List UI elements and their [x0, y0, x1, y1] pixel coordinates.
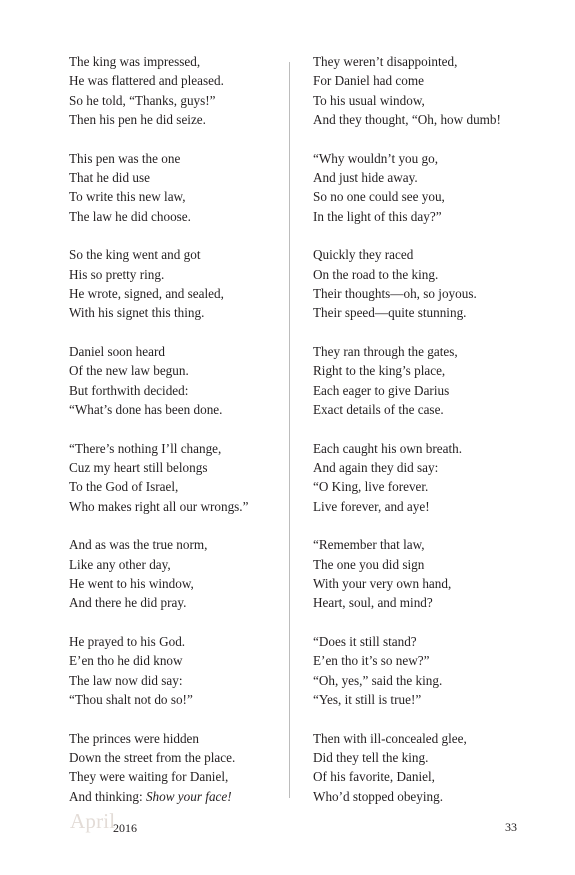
poem-line: [69, 245, 299, 264]
poem-line-text: E’en tho he did know: [69, 653, 183, 669]
poem-line-text: He went to his window,: [69, 576, 194, 592]
poem-line-text: For Daniel had come: [313, 73, 424, 89]
poem-line: [69, 535, 299, 554]
stanza: [313, 729, 543, 806]
page-number: 33: [505, 820, 517, 834]
poem-line: [313, 245, 543, 264]
poem-line-text: “O King, live forever.: [313, 479, 429, 495]
poem-line: [69, 574, 299, 593]
stanza: [313, 245, 543, 322]
poem-line-text: “Yes, it still is true!”: [313, 692, 422, 708]
poem-line-text: Who’d stopped obeying.: [313, 788, 444, 804]
poem-line-text: He was flattered and pleased.: [69, 73, 224, 89]
poem-line-text: On the road to the king.: [313, 266, 439, 282]
stanza: [69, 342, 299, 419]
poem-line-text: They were waiting for Daniel,: [69, 769, 229, 785]
poem-line-text: But forthwith decided:: [69, 382, 189, 398]
stanza: [313, 632, 543, 709]
poem-line: [313, 149, 543, 168]
column-divider: [289, 62, 290, 798]
poem-line: [313, 729, 543, 748]
poem-line-text: The one you did sign: [313, 556, 425, 572]
poem-line-text: The king was impressed,: [69, 54, 201, 69]
poem-line: [313, 187, 543, 206]
stanza: [313, 535, 543, 612]
stanza: [69, 632, 299, 709]
poem-line-text: Of his favorite, Daniel,: [313, 769, 435, 785]
poem-line-text: He prayed to his God.: [69, 634, 186, 650]
poem-line-text: And there he did pray.: [69, 595, 187, 611]
poem-line-text: Their speed—quite stunning.: [313, 305, 467, 321]
poem-line-italic: Show your face!: [145, 788, 232, 804]
poem-line-text: Then his pen he did seize.: [69, 111, 206, 127]
poem-line: [69, 91, 299, 110]
poem-line-text: E’en tho it’s so new?”: [313, 653, 430, 669]
poem-line-text: To write this new law,: [69, 189, 186, 205]
poem-line: [313, 207, 543, 226]
poem-line-text: Like any other day,: [69, 556, 171, 572]
poem-line: [313, 651, 543, 670]
poem-line: [69, 52, 299, 71]
poem-line: [69, 767, 299, 786]
poem-line: [69, 555, 299, 574]
poem-line-text: “What’s done has been done.: [69, 401, 223, 417]
poem-line: [69, 651, 299, 670]
poem-line-text: The law he did choose.: [69, 208, 191, 224]
poem-line-text: To the God of Israel,: [69, 479, 179, 495]
poem-line-text: That he did use: [69, 169, 150, 185]
stanza: [69, 149, 299, 226]
poem-line: [313, 593, 543, 612]
poem-line-text: Who makes right all our wrongs.”: [69, 498, 249, 514]
poem-line: [69, 593, 299, 612]
poem-line: [313, 671, 543, 690]
poem-line: [313, 361, 543, 380]
poem-line: [69, 149, 299, 168]
poem-line: [69, 458, 299, 477]
poem-line: [69, 207, 299, 226]
poem-line-text: Each eager to give Darius: [313, 382, 450, 398]
poem-line-text: His so pretty ring.: [69, 266, 165, 282]
poem-line-text: Of the new law begun.: [69, 363, 189, 379]
poem-line: [313, 439, 543, 458]
poem-line-text: “Does it still stand?: [313, 634, 417, 650]
poem-line-text: So no one could see you,: [313, 189, 445, 205]
poem-line: [313, 458, 543, 477]
poem-line: [313, 690, 543, 709]
poem-line: [69, 400, 299, 419]
poem-line: [69, 671, 299, 690]
poem-line: [69, 110, 299, 129]
stanza: [69, 729, 299, 806]
poem-line: [69, 787, 299, 806]
poem-line: [313, 574, 543, 593]
poem-line: [69, 497, 299, 516]
poem-line: [69, 342, 299, 361]
poem-line: [69, 748, 299, 767]
poem-line-text: Did they tell the king.: [313, 750, 429, 766]
poem-line-text: With your very own hand,: [313, 576, 452, 592]
poem-line: [69, 729, 299, 748]
poem-line: [313, 381, 543, 400]
poem-line-text: And they thought, “Oh, how dumb!: [313, 111, 501, 127]
poem-line-text: Live forever, and aye!: [313, 498, 430, 514]
footer-month: April: [70, 809, 116, 833]
poem-line-text: Heart, soul, and mind?: [313, 595, 433, 611]
poem-line: [69, 265, 299, 284]
poem-line-text: Then with ill-concealed glee,: [313, 730, 467, 746]
poem-right-column: [313, 52, 543, 826]
poem-line-text: He wrote, signed, and sealed,: [69, 285, 224, 301]
poem-line-text: And as was the true norm,: [69, 537, 208, 553]
poem-line-text: With his signet this thing.: [69, 305, 205, 321]
footer-year: 2016: [113, 821, 137, 835]
poem-line-text: “Thou shalt not do so!”: [69, 692, 193, 708]
poem-line-text: Each caught his own breath.: [313, 440, 463, 456]
poem-line-text: So the king went and got: [69, 247, 201, 263]
poem-line-text: “Why wouldn’t you go,: [313, 150, 439, 166]
poem-line: [69, 284, 299, 303]
poem-line: [69, 690, 299, 709]
poem-line-text: The princes were hidden: [69, 730, 199, 746]
poem-left-column: [69, 52, 299, 826]
poem-line: [313, 91, 543, 110]
poem-line: [313, 52, 543, 71]
poem-line: [69, 168, 299, 187]
poem-line-text: Exact details of the case.: [313, 401, 444, 417]
poem-line-text: Daniel soon heard: [69, 344, 165, 360]
poem-line-text: In the light of this day?”: [313, 208, 442, 224]
poem-line-text: So he told, “Thanks, guys!”: [69, 92, 216, 108]
poem-line: [313, 400, 543, 419]
poem-line: [69, 361, 299, 380]
poem-line: [313, 168, 543, 187]
poem-line: [69, 71, 299, 90]
poem-line-text: Their thoughts—oh, so joyous.: [313, 285, 477, 301]
poem-line: [313, 767, 543, 786]
poem-line-text: They weren’t disappointed,: [313, 54, 458, 69]
poem-line: [69, 381, 299, 400]
poem-line: [313, 284, 543, 303]
poem-line-text: And again they did say:: [313, 460, 439, 476]
poem-line-text: They ran through the gates,: [313, 344, 458, 360]
poem-line: [69, 477, 299, 496]
poem-line-text: “There’s nothing I’ll change,: [69, 440, 222, 456]
stanza: [69, 52, 299, 129]
stanza: [69, 439, 299, 516]
poem-line: [313, 71, 543, 90]
stanza: [313, 149, 543, 226]
poem-line-text: “Oh, yes,” said the king.: [313, 672, 443, 688]
poem-line: [313, 342, 543, 361]
poem-line-text: This pen was the one: [69, 150, 181, 166]
stanza: [313, 439, 543, 516]
poem-line: [313, 477, 543, 496]
poem-line: [313, 303, 543, 322]
poem-line-text: “Remember that law,: [313, 537, 425, 553]
poem-line: [313, 535, 543, 554]
stanza: [69, 535, 299, 612]
poem-line-text: The law now did say:: [69, 672, 183, 688]
poem-line: [313, 555, 543, 574]
poem-line-text: Cuz my heart still belongs: [69, 460, 208, 476]
poem-line-text: Right to the king’s place,: [313, 363, 446, 379]
poem-line: [69, 187, 299, 206]
poem-line-text: Down the street from the place.: [69, 750, 236, 766]
stanza: [313, 52, 543, 129]
poem-line: [313, 632, 543, 651]
poem-line: [313, 748, 543, 767]
poem-line: [313, 497, 543, 516]
poem-line: [313, 787, 543, 806]
poem-line: [69, 439, 299, 458]
poem-line: [69, 632, 299, 651]
stanza: [313, 342, 543, 419]
poem-line: [313, 110, 543, 129]
poem-line-text: To his usual window,: [313, 92, 425, 108]
poem-line-text: And just hide away.: [313, 169, 418, 185]
poem-line: [313, 265, 543, 284]
poem-line: [69, 303, 299, 322]
stanza: [69, 245, 299, 322]
poem-line-text: Quickly they raced: [313, 247, 414, 263]
poem-line-text: And thinking:: [69, 788, 146, 804]
